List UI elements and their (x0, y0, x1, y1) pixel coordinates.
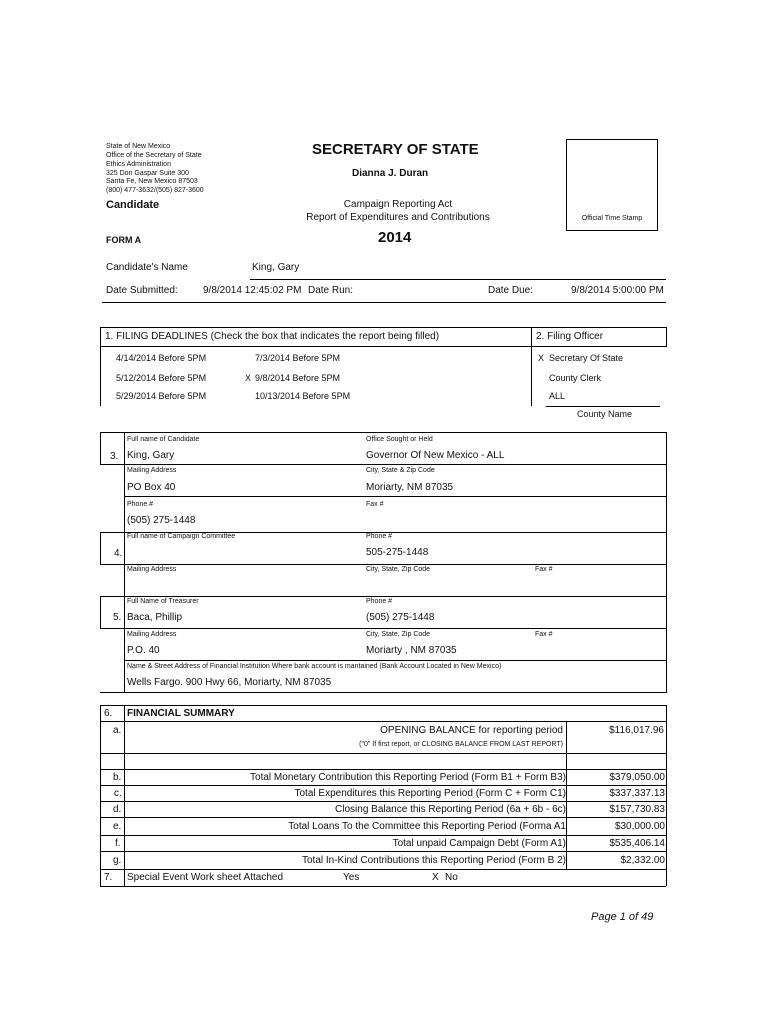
section-3-number: 3. (110, 451, 119, 462)
deadline-text: 5/29/2014 Before 5PM (116, 391, 207, 401)
city-label: City, State & Zip Code (366, 467, 435, 474)
bank-address[interactable]: Wells Fargo. 900 Hwy 66, Moriarty, NM 87035 (127, 677, 332, 688)
special-event-yes[interactable]: Yes (343, 872, 360, 883)
treasurer-name[interactable]: Baca, Phillip (127, 612, 183, 623)
filing-officer-header (531, 327, 667, 347)
treasurer-phone-label: Phone # (366, 598, 393, 605)
agency-line: Santa Fe, New Mexico 87503 (106, 178, 198, 185)
row-label: Total In-Kind Contributions this Reporting Period (Form B 2) (301, 855, 566, 866)
date-due: 9/8/2014 5:00:00 PM (571, 285, 664, 296)
row-letter: a. (113, 725, 122, 736)
agency-line: 325 Don Gaspar Suite 300 (106, 170, 189, 177)
row-value[interactable]: $157,730.83 (609, 804, 665, 815)
section-4-number: 4. (114, 548, 123, 559)
row-value[interactable]: $30,000.00 (614, 821, 665, 832)
treasurer-phone[interactable]: (505) 275-1448 (366, 612, 435, 623)
bank-label: Name & Street Address of Financial Institution Where bank account is mantained (Bank Account Located in New Mexico) (127, 663, 502, 670)
row-label: Total Loans To the Committee this Reporting Period (Forma A1 (288, 821, 566, 832)
act-name: Campaign Reporting Act (343, 199, 453, 210)
section-7-number: 7. (104, 872, 113, 883)
row-letter: d. (113, 804, 122, 815)
date-submitted: 9/8/2014 12:45:02 PM (203, 285, 302, 296)
committee-mail-label: Mailing Address (127, 566, 177, 573)
agency-line: (800) 477-3632/(505) 827-3600 (106, 187, 204, 194)
row-label: Total unpaid Campaign Debt (Form A1) (392, 838, 566, 849)
treasurer-mail[interactable]: P.O. 40 (127, 645, 160, 656)
deadline-text: 4/14/2014 Before 5PM (116, 353, 207, 363)
row-label: Total Monetary Contribution this Reporting Period (Form B1 + Form B3) (250, 772, 566, 783)
candidate-fullname[interactable]: King, Gary (127, 450, 175, 461)
row-value[interactable]: $379,050.00 (609, 772, 665, 783)
row-letter: g. (113, 855, 122, 866)
candidate-name: King, Gary (252, 262, 300, 273)
section-5-number: 5. (113, 612, 122, 623)
date-run-label: Date Run: (308, 285, 354, 296)
phone[interactable]: (505) 275-1448 (127, 515, 196, 526)
row-letter: e. (113, 821, 122, 832)
agency-line: State of New Mexico (106, 143, 171, 150)
committee-fax-label: Fax # (535, 566, 553, 573)
row-label: Total Expenditures this Reporting Period (Form C + Form C1) (294, 788, 566, 799)
page-title: SECRETARY OF STATE (312, 141, 479, 158)
committee-phone[interactable]: 505-275-1448 (366, 547, 429, 558)
filing-deadlines-header (100, 327, 532, 347)
opening-balance-label: OPENING BALANCE for reporting period (380, 725, 563, 736)
treasurer-city-label: City, State, Zip Code (366, 631, 431, 638)
fax-label: Fax # (366, 501, 384, 508)
office-sought[interactable]: Governor Of New Mexico - ALL (366, 450, 505, 461)
officer-text: ALL (549, 391, 566, 401)
committee-phone-label: Phone # (366, 533, 393, 540)
filing-officer-title: 2. Filing Officer (536, 331, 604, 342)
filing-deadlines-title: 1. FILING DEADLINES (Check the box that indicates the report being filled) (105, 331, 440, 342)
deadline-text: 9/8/2014 Before 5PM (255, 373, 341, 383)
official-name: Dianna J. Duran (352, 168, 429, 179)
row-letter: c. (114, 788, 122, 799)
row-label: Closing Balance this Reporting Period (6a + 6b - 6c) (335, 804, 566, 815)
report-name: Report of Expenditures and Contributions (306, 212, 490, 223)
stamp-label: Official Time Stamp (581, 215, 643, 222)
special-event-no-check: X (432, 872, 439, 883)
candidate-fullname-label: Full name of Candidate (127, 436, 200, 443)
row-letter: f. (115, 838, 121, 849)
phone-label: Phone # (127, 501, 154, 508)
opening-balance-value[interactable]: $116,017.96 (609, 725, 664, 736)
report-year: 2014 (378, 229, 412, 246)
mailing-address-label: Mailing Address (127, 467, 177, 474)
city-state-zip[interactable]: Moriarty, NM 87035 (366, 482, 454, 493)
deadline-text: 10/13/2014 Before 5PM (255, 391, 351, 401)
opening-balance-note: ("0" If first report, or CLOSING BALANCE FROM LAST REPORT) (359, 741, 563, 748)
officer-text: County Clerk (549, 373, 602, 383)
section-6-number: 6. (104, 708, 113, 719)
treasurer-mail-label: Mailing Address (127, 631, 177, 638)
county-name-field[interactable] (546, 406, 660, 407)
row-value[interactable]: $337,337.13 (609, 788, 665, 799)
row-letter: b. (113, 772, 122, 783)
financial-summary-title: FINANCIAL SUMMARY (127, 708, 235, 719)
agency-line: Ethics Administration (106, 161, 171, 168)
officer-text: Secretary Of State (549, 353, 624, 363)
mailing-address[interactable]: PO Box 40 (127, 482, 176, 493)
special-event-no: No (445, 872, 458, 883)
date-due-label: Date Due: (488, 285, 534, 296)
date-submitted-label: Date Submitted: (106, 285, 178, 296)
officer-check: X (538, 353, 545, 363)
deadline-text: 5/12/2014 Before 5PM (116, 373, 207, 383)
treasurer-fax-label: Fax # (535, 631, 553, 638)
row-value[interactable]: $2,332.00 (620, 855, 665, 866)
treasurer-city[interactable]: Moriarty , NM 87035 (366, 645, 457, 656)
deadline-text: 7/3/2014 Before 5PM (255, 353, 341, 363)
page-number: Page 1 of 49 (591, 911, 654, 923)
form-label: FORM A (106, 235, 142, 245)
special-event-label: Special Event Work sheet Attached (127, 872, 284, 883)
office-label: Office Sought or Held (366, 436, 433, 443)
candidate-label: Candidate (106, 199, 160, 211)
candidate-name-label: Candidate's Name (106, 262, 188, 273)
committee-city-label: City, State, Zip Code (366, 566, 431, 573)
agency-line: Office of the Secretary of State (106, 152, 202, 159)
deadline-check: X (245, 373, 252, 383)
time-stamp-box (566, 139, 658, 231)
row-value[interactable]: $535,406.14 (609, 838, 665, 849)
committee-name-label: Full name of Campaign Committee (127, 533, 236, 540)
county-name-label: County Name (577, 409, 633, 419)
treasurer-name-label: Full Name of Treasurer (127, 598, 199, 605)
